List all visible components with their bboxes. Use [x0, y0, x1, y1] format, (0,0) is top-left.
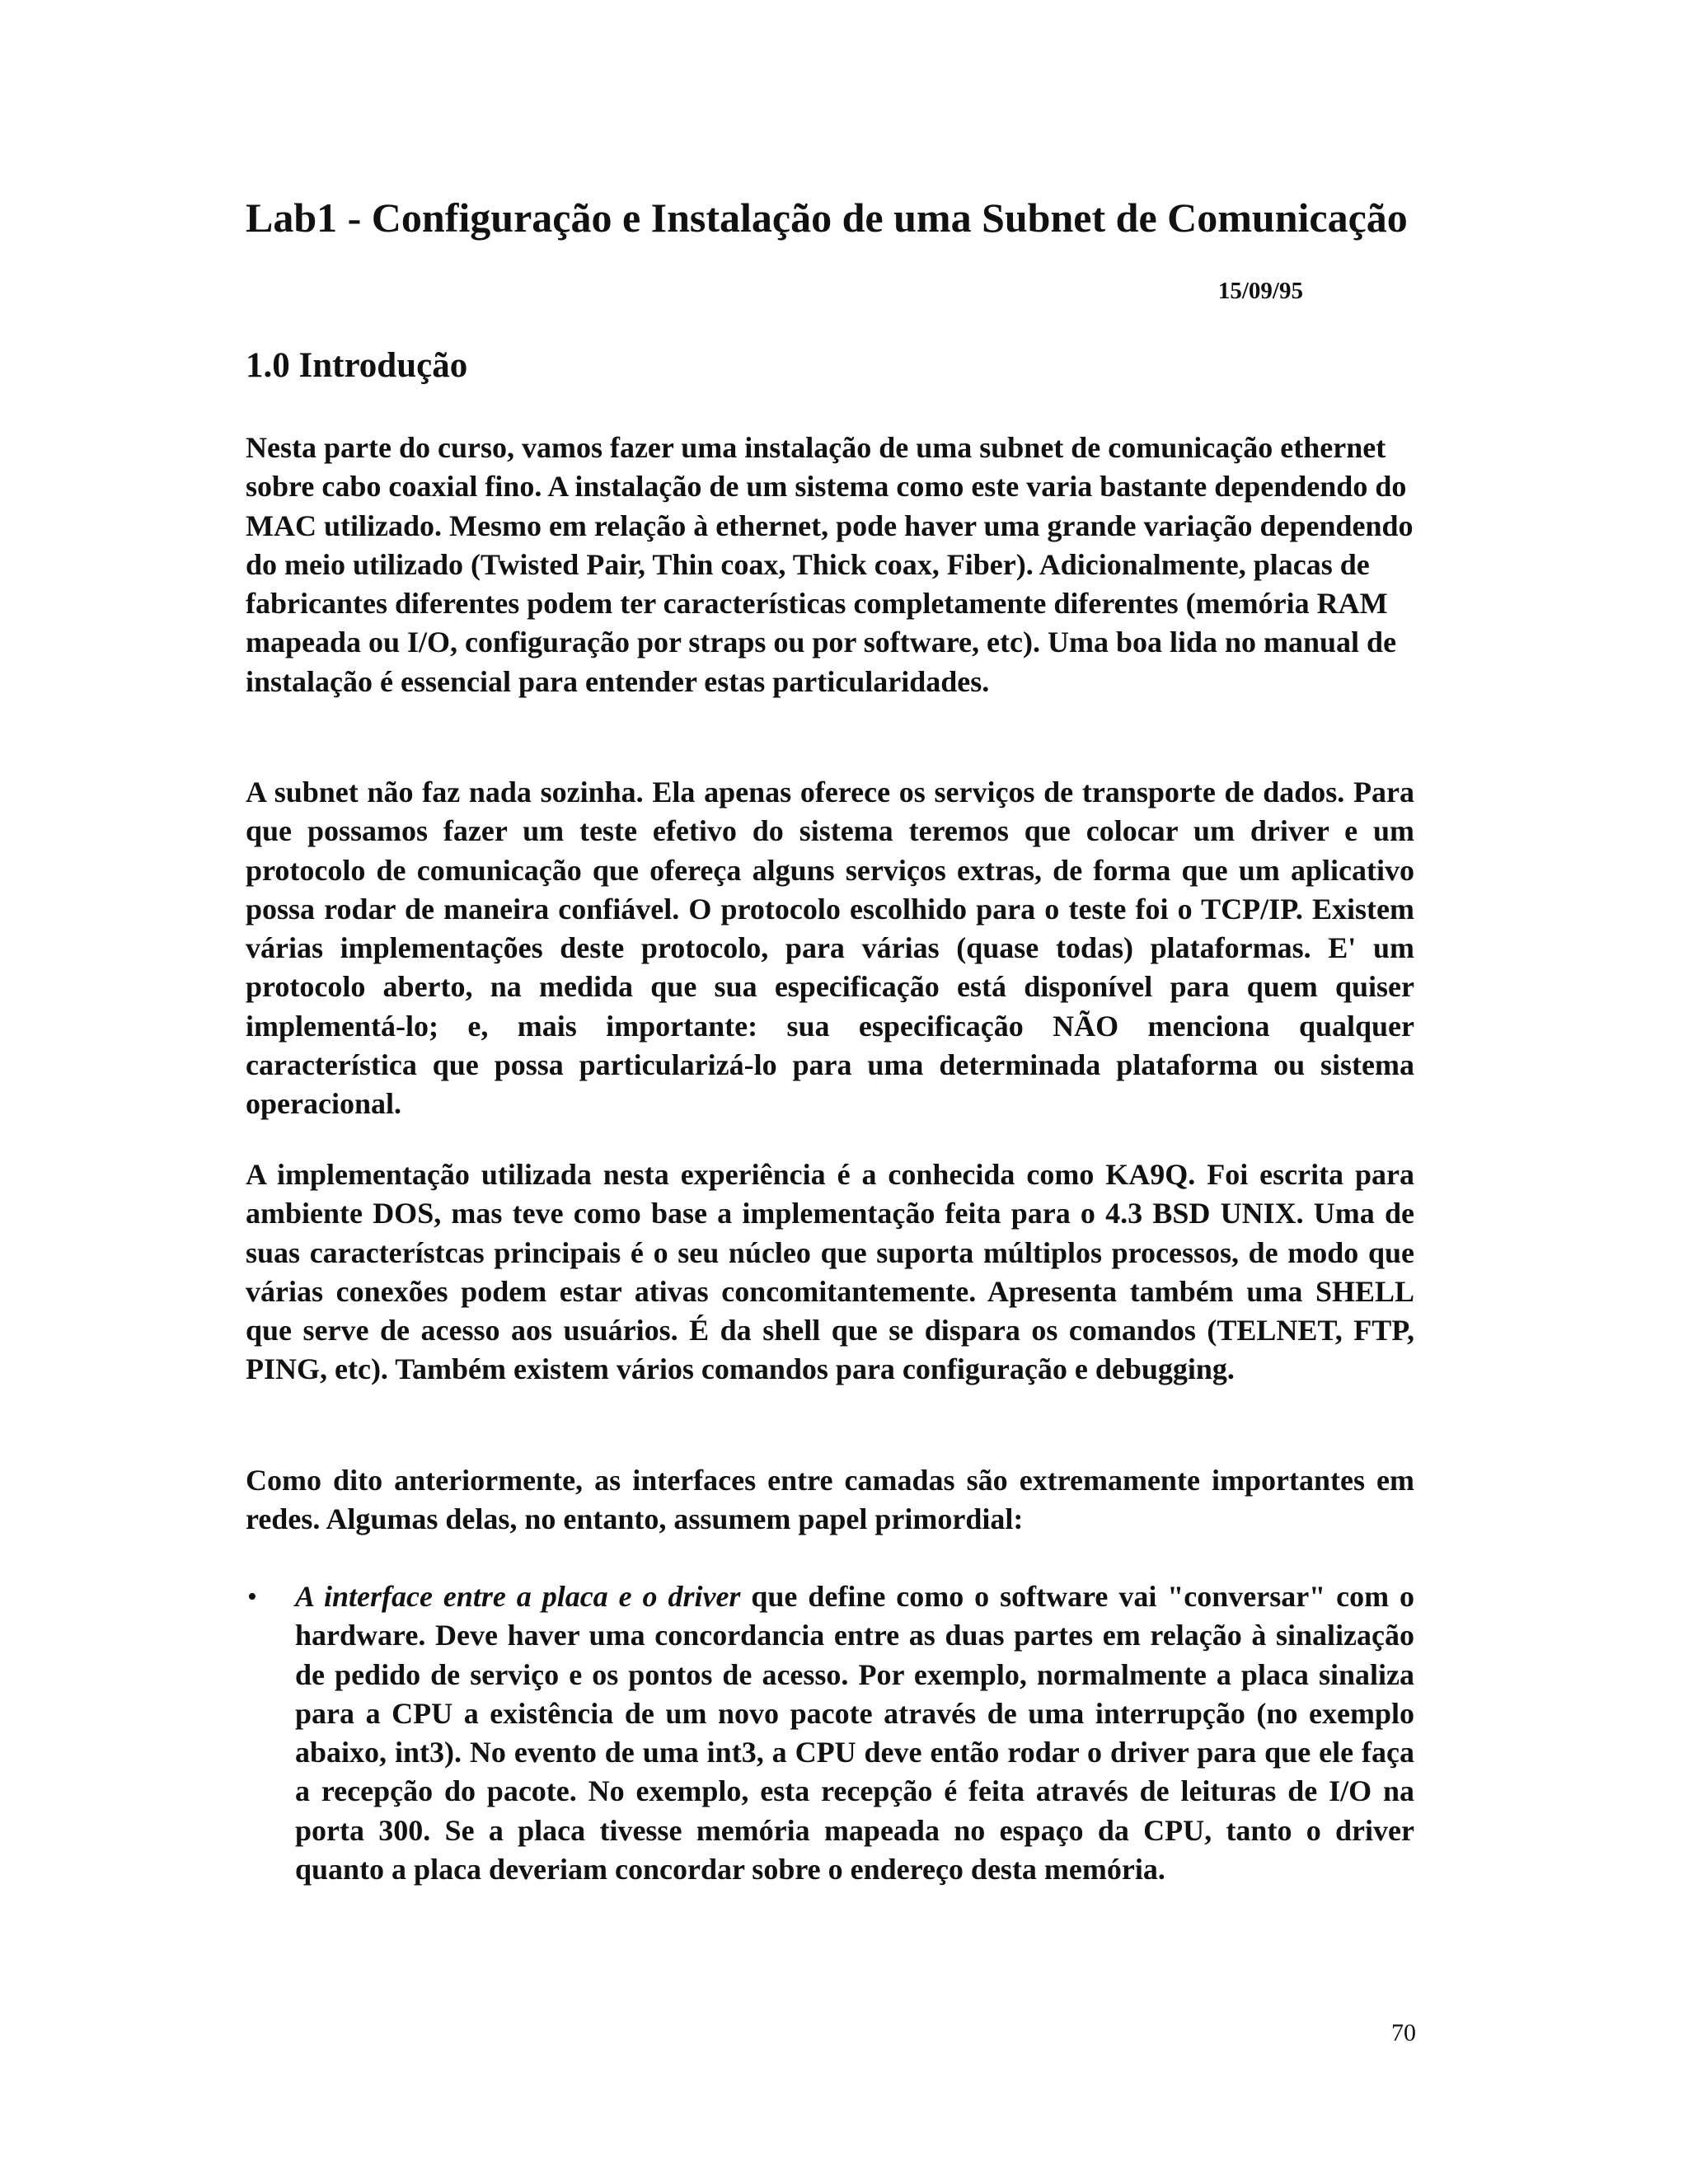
bullet-list — [246, 1577, 1414, 1889]
paragraph-implementation: A implementação utilizada nesta experiência é a conhecida como KA9Q. Foi escrita para ambiente DOS, mas teve como base a implementação feita para o 4.3 BSD UNIX. Uma de suas característcas principais é o seu núcleo que suporta múltiplos processos, de modo que várias conexões podem estar ativas concomitantemente. Apresenta também uma SHELL que serve de acesso aos usuários. É da shell que se dispara os comandos (TELNET, FTP, PING, etc). Também existem vários comandos para configuração e debugging. — [246, 1158, 1414, 1386]
paragraph-interfaces: Como dito anteriormente, as interfaces entre camadas são extremamente importantes em redes. Algumas delas, no entanto, assumem papel primordial: — [246, 1464, 1414, 1536]
bullet-emphasis: A interface entre a placa e o driver — [295, 1580, 741, 1613]
section-heading: 1.0 Introdução — [246, 346, 468, 385]
page-number: 70 — [1391, 2019, 1416, 2046]
bullet-marker: • — [247, 1582, 257, 1612]
paragraph-subnet: A subnet não faz nada sozinha. Ela apenas oferece os serviços de transporte de dados. Para que possamos fazer um teste efetivo do sistema teremos que colocar um driver e um protocolo de comunicação que ofereça alguns serviços extras, de forma que um aplicativo possa rodar de maneira confiável. O protocolo escolhido para o teste foi o TCP/IP. Existem várias implementações deste protocolo, para várias (quase todas) plataformas. E' um protocolo aberto, na medida que sua especificação está disponível para quem quiser implementá-lo; e, mais importante: sua especificação NÃO menciona qualquer característica que possa particularizá-lo para uma determinada plataforma ou sistema operacional. — [246, 776, 1414, 1121]
document-title: Lab1 - Configuração e Instalação de uma Subnet de Comunicação — [246, 194, 1408, 241]
bullet-text: que define como o software vai "conversar" com o hardware. Deve haver uma concordancia entre as duas partes em relação à sinalização de pedido de serviço e os pontos de acesso. Por exemplo, normalmente a placa sinaliza para a CPU a existência de um novo pacote através de uma interrupção (no exemplo abaixo, int3). No evento de uma int3, a CPU deve então rodar o driver para que ele faça a recepção do pacote. No exemplo, esta recepção é feita através de leituras de I/O na porta 300. Se a placa tivesse memória mapeada no espaço da CPU, tanto o driver quanto a placa deveriam concordar sobre o endereço desta memória. — [295, 1580, 1415, 1886]
paragraph-intro: Nesta parte do curso, vamos fazer uma instalação de uma subnet de comunicação ethernet sobre cabo coaxial fino. A instalação de um sistema como este varia bastante dependendo do MAC utilizado. Mesmo em relação à ethernet, pode haver uma grande variação dependendo do meio utilizado (Twisted Pair, Thin coax, Thick coax, Fiber). Adicionalmente, placas de fabricantes diferentes podem ter características completamente diferentes (memória RAM mapeada ou I/O, configuração por straps ou por software, etc). Uma boa lida no manual de instalação é essencial para entender estas particularidades. — [246, 431, 1414, 698]
document-date: 15/09/95 — [1217, 278, 1303, 304]
list-item — [246, 1577, 1414, 1889]
